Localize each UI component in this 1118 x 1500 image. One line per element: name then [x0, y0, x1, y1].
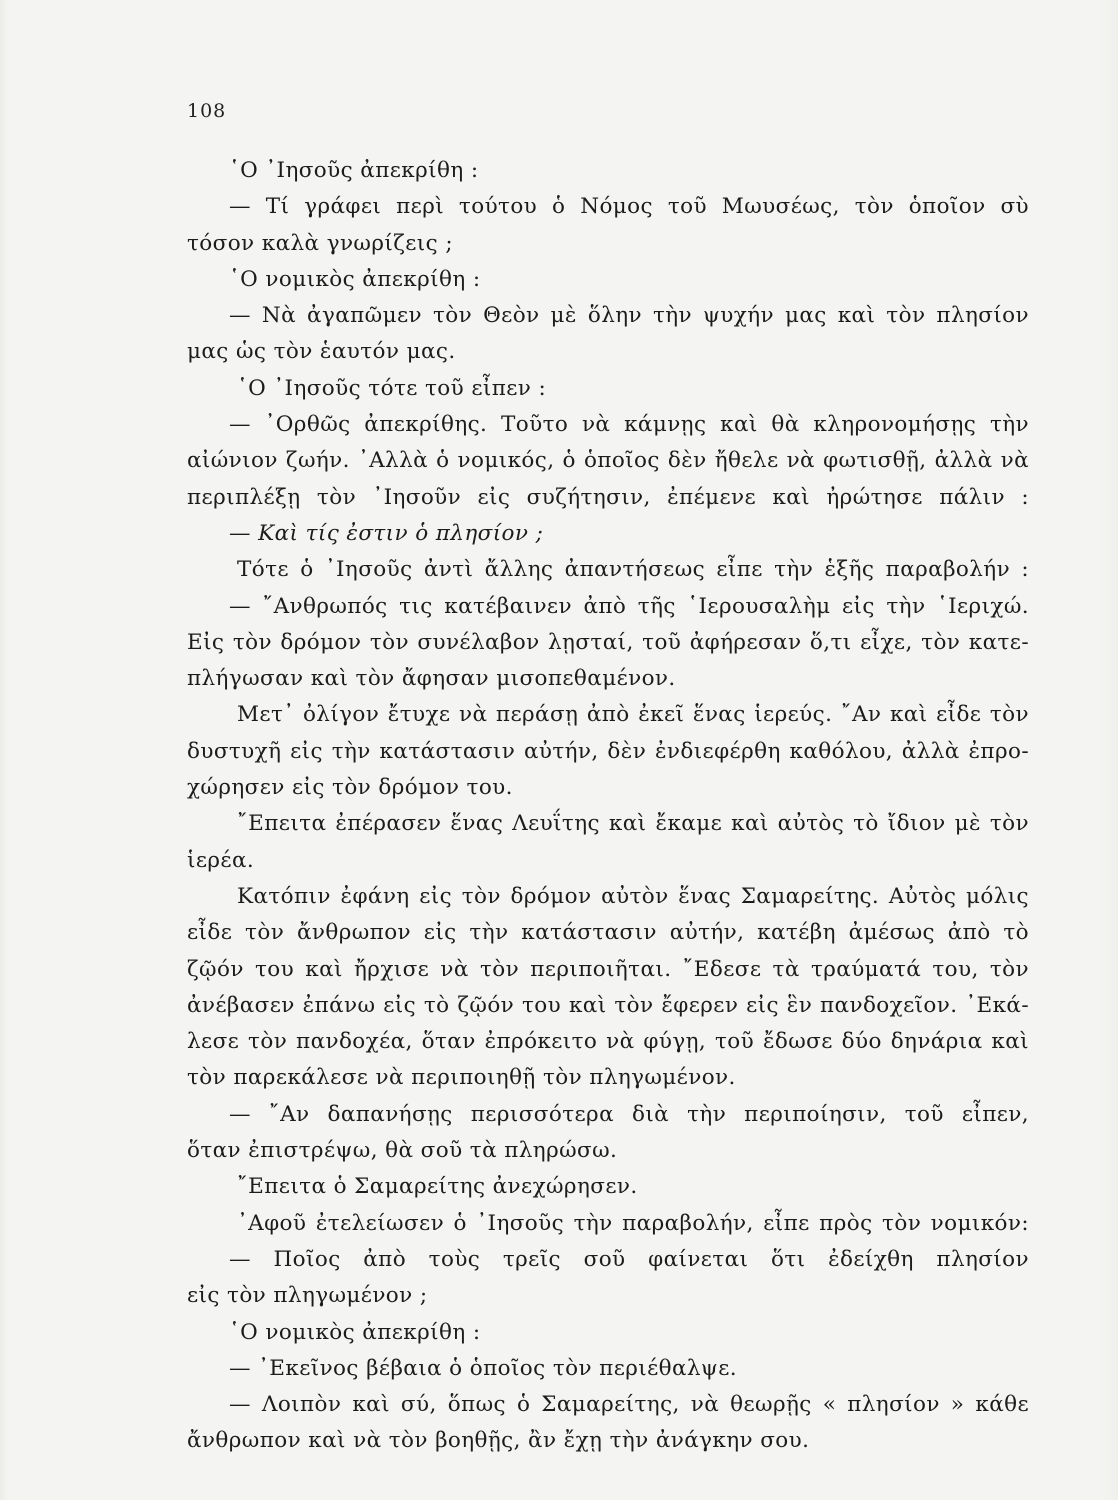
- text-line: δυστυχῆ εἰς τὴν κατάστασιν αὐτήν, δὲν ἐνδιεφέρθη καθόλου, ἀλλὰ ἐπρο-: [187, 738, 1029, 764]
- text-line: — Νὰ ἀγαπῶμεν τὸν Θεὸν μὲ ὅλην τὴν ψυχήν μας καὶ τὸν πλησίον: [229, 303, 1029, 329]
- text-line: ζῷόν του καὶ ἤρχισε νὰ τὸν περιποιῆται. ῎Εδεσε τὰ τραύματά του, τὸν: [187, 956, 1029, 982]
- text-line: ᾿Αφοῦ ἐτελείωσεν ὁ ᾿Ιησοῦς τὴν παραβολήν, εἶπε πρὸς τὸν νομικόν:: [237, 1210, 1029, 1236]
- text-line: ῎Επειτα ὁ Σαμαρείτης ἀνεχώρησεν.: [237, 1174, 638, 1200]
- text-line: μας ὡς τὸν ἑαυτόν μας.: [187, 339, 456, 365]
- text-line: τόσον καλὰ γνωρίζεις ;: [187, 230, 453, 256]
- text-line: πλήγωσαν καὶ τὸν ἄφησαν μισοπεθαμένον.: [187, 666, 676, 692]
- text-line: τὸν παρεκάλεσε νὰ περιποιηθῇ τὸν πληγωμένον.: [187, 1065, 736, 1091]
- text-line: ῾Ο ᾿Ιησοῦς ἀπεκρίθη :: [229, 158, 479, 183]
- text-line: — ῎Αν δαπανήσῃς περισσότερα διὰ τὴν περιποίησιν, τοῦ εἶπεν,: [229, 1101, 1029, 1127]
- text-line: ἱερέα.: [187, 847, 255, 873]
- text-line: ῾Ο νομικὸς ἀπεκρίθη :: [229, 1319, 481, 1345]
- text-line: εἰς τὸν πληγωμένον ;: [187, 1283, 428, 1309]
- text-line: — ᾿Εκεῖνος βέβαια ὁ ὁποῖος τὸν περιέθαλψε.: [229, 1355, 737, 1381]
- text-line: Κατόπιν ἐφάνη εἰς τὸν δρόμον αὐτὸν ἕνας Σαμαρείτης. Αὐτὸς μόλις: [237, 883, 1029, 909]
- text-line: — Λοιπὸν καὶ σύ, ὅπως ὁ Σαμαρείτης, νὰ θεωρῇς « πλησίον » κάθε: [229, 1392, 1029, 1418]
- text-line: — Τί γράφει περὶ τούτου ὁ Νόμος τοῦ Μωυσέως, τὸν ὁποῖον σὺ: [229, 194, 1029, 220]
- text-line: ῾Ο ᾿Ιησοῦς τότε τοῦ εἶπεν :: [237, 375, 547, 401]
- text-line: περιπλέξῃ τὸν ᾿Ιησοῦν εἰς συζήτησιν, ἐπέμενε καὶ ἠρώτησε πάλιν :: [187, 484, 1029, 510]
- text-line: ἄνθρωπον καὶ νὰ τὸν βοηθῇς, ἂν ἔχῃ τὴν ἀνάγκην σου.: [187, 1428, 810, 1454]
- text-line: Τότε ὁ ᾿Ιησοῦς ἀντὶ ἄλλης ἀπαντήσεως εἶπε τὴν ἑξῆς παραβολήν :: [237, 557, 1029, 583]
- text-line: — ᾿Ορθῶς ἀπεκρίθης. Τοῦτο νὰ κάμνῃς καὶ θὰ κληρονομήσῃς τὴν: [229, 412, 1029, 438]
- text-line: λεσε τὸν πανδοχέα, ὅταν ἐπρόκειτο νὰ φύγῃ, τοῦ ἔδωσε δύο δηνάρια καὶ: [187, 1029, 1029, 1055]
- text-line: εἶδε τὸν ἄνθρωπον εἰς τὴν κατάστασιν αὐτήν, κατέβη ἀμέσως ἀπὸ τὸ: [187, 920, 1029, 946]
- text-line: αἰώνιον ζωήν. ᾿Αλλὰ ὁ νομικός, ὁ ὁποῖος δὲν ἤθελε νὰ φωτισθῇ, ἀλλὰ νὰ: [187, 448, 1029, 474]
- text-line: Εἰς τὸν δρόμον τὸν συνέλαβον λῃσταί, τοῦ ἀφήρεσαν ὅ,τι εἶχε, τὸν κατε-: [187, 629, 1029, 655]
- text-line: ὅταν ἐπιστρέψω, θὰ σοῦ τὰ πληρώσω.: [187, 1138, 618, 1164]
- page-number: 108: [187, 100, 227, 122]
- text-line: χώρησεν εἰς τὸν δρόμον του.: [187, 775, 513, 801]
- text-line: ῾Ο νομικὸς ἀπεκρίθη :: [229, 266, 481, 292]
- text-line: ῎Επειτα ἐπέρασεν ἕνας Λευΐτης καὶ ἔκαμε καὶ αὐτὸς τὸ ἴδιον μὲ τὸν: [237, 811, 1029, 837]
- text-line: — Καὶ τίς ἐστιν ὁ πλησίον ;: [229, 520, 544, 546]
- text-line: — ῎Ανθρωπός τις κατέβαινεν ἀπὸ τῆς ῾Ιερουσαλὴμ εἰς τὴν ῾Ιεριχώ.: [229, 593, 1029, 619]
- text-line: — Ποῖος ἀπὸ τοὺς τρεῖς σοῦ φαίνεται ὅτι ἐδείχθη πλησίον: [229, 1246, 1029, 1272]
- text-line: ἀνέβασεν ἐπάνω εἰς τὸ ζῷόν του καὶ τὸν ἔφερεν εἰς ἓν πανδοχεῖον. ᾿Εκά-: [187, 992, 1029, 1018]
- text-line: Μετ᾿ ὀλίγον ἔτυχε νὰ περάσῃ ἀπὸ ἐκεῖ ἕνας ἱερεύς. ῎Αν καὶ εἶδε τὸν: [237, 702, 1029, 728]
- body-text: [187, 153, 1029, 1460]
